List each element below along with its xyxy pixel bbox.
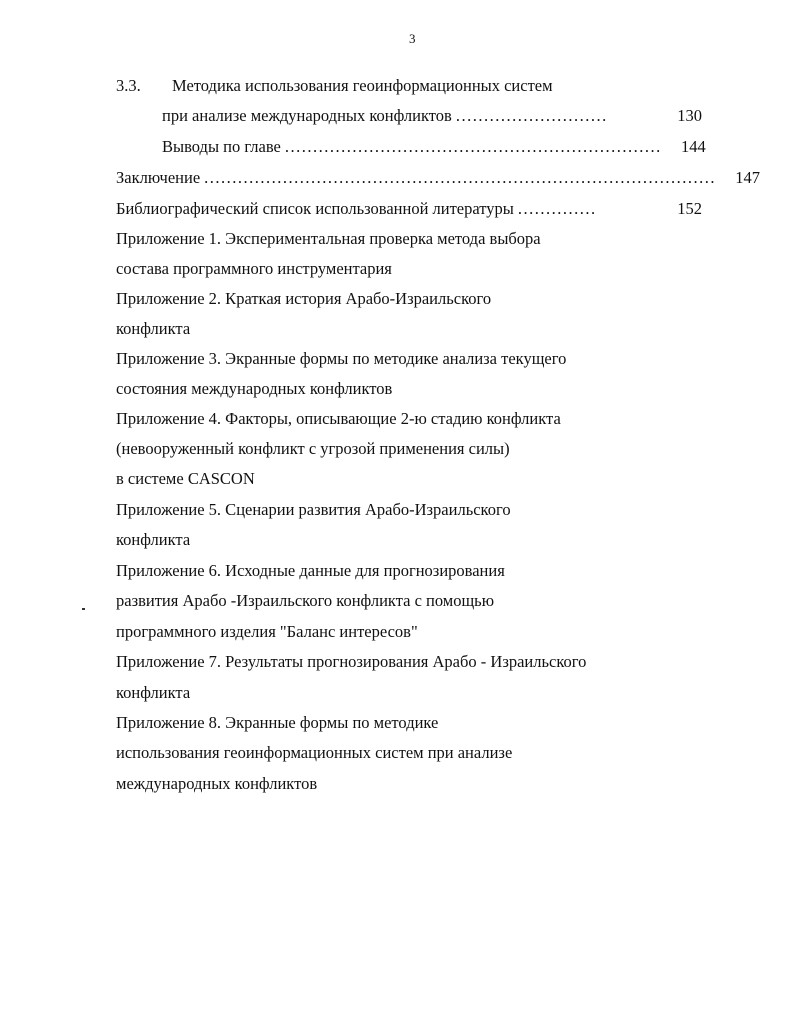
appendix-line: конфликта: [116, 530, 191, 549]
appendix-line: Приложение 3. Экранные формы по методике анализа текущего: [116, 349, 567, 368]
appendix-line: Приложение 7. Результаты прогнозирования Арабо - Израильского: [116, 652, 587, 671]
appendix-line: в системе CASCON: [116, 469, 255, 488]
toc-leader-dots: ...........................................................................................: [204, 168, 717, 187]
appendix-line: развития Арабо -Израильского конфликта с помощью: [116, 591, 495, 610]
appendix-line: Приложение 1. Экспериментальная проверка метода выбора: [116, 229, 541, 248]
appendix-line: состава программного инструментария: [116, 259, 392, 278]
toc-leader-dots: ...................................................................: [284, 137, 662, 156]
toc-page-number: 152: [677, 199, 702, 218]
toc-page-number: 147: [735, 168, 761, 187]
appendix-line: состояния международных конфликтов: [116, 379, 393, 398]
scan-speck: [82, 608, 85, 610]
toc-entry-3-3-cont: [162, 106, 702, 126]
toc-entry-title: Заключение: [116, 168, 201, 187]
toc-entry-title: Библиографический список использованной литературы: [116, 199, 514, 218]
toc-entry-title: Выводы по главе: [162, 137, 281, 156]
appendix-line: Приложение 5. Сценарии развития Арабо-Израильского: [116, 500, 511, 519]
toc-entry-conclusion: [116, 168, 761, 188]
toc-page-number: 144: [681, 137, 706, 156]
toc-entry-conclusions: [162, 137, 706, 157]
appendix-line: международных конфликтов: [116, 774, 318, 793]
appendix-line: использования геоинформационных систем при анализе: [116, 743, 513, 762]
appendix-line: Приложение 8. Экранные формы по методике: [116, 713, 439, 732]
appendix-line: конфликта: [116, 683, 191, 702]
toc-leader-dots: ..............: [517, 199, 597, 218]
toc-leader-dots: ...........................: [455, 106, 608, 125]
appendix-line: программного изделия "Баланс интересов": [116, 622, 418, 641]
toc-section-number: 3.3.: [116, 76, 141, 95]
toc-entry-title: при анализе международных конфликтов: [162, 106, 452, 125]
appendix-line: Приложение 6. Исходные данные для прогнозирования: [116, 561, 505, 580]
toc-entry-3-3: [116, 76, 553, 96]
appendix-line: Приложение 4. Факторы, описывающие 2-ю стадию конфликта: [116, 409, 561, 428]
appendix-line: конфликта: [116, 319, 191, 338]
appendix-line: Приложение 2. Краткая история Арабо-Израильского: [116, 289, 492, 308]
toc-entry-bibliography: [116, 199, 702, 219]
toc-entry-title: Методика использования геоинформационных систем: [172, 76, 553, 95]
page-number: 3: [409, 31, 416, 46]
toc-page-number: 130: [677, 106, 702, 125]
appendix-line: (невооруженный конфликт с угрозой применения силы): [116, 439, 510, 458]
